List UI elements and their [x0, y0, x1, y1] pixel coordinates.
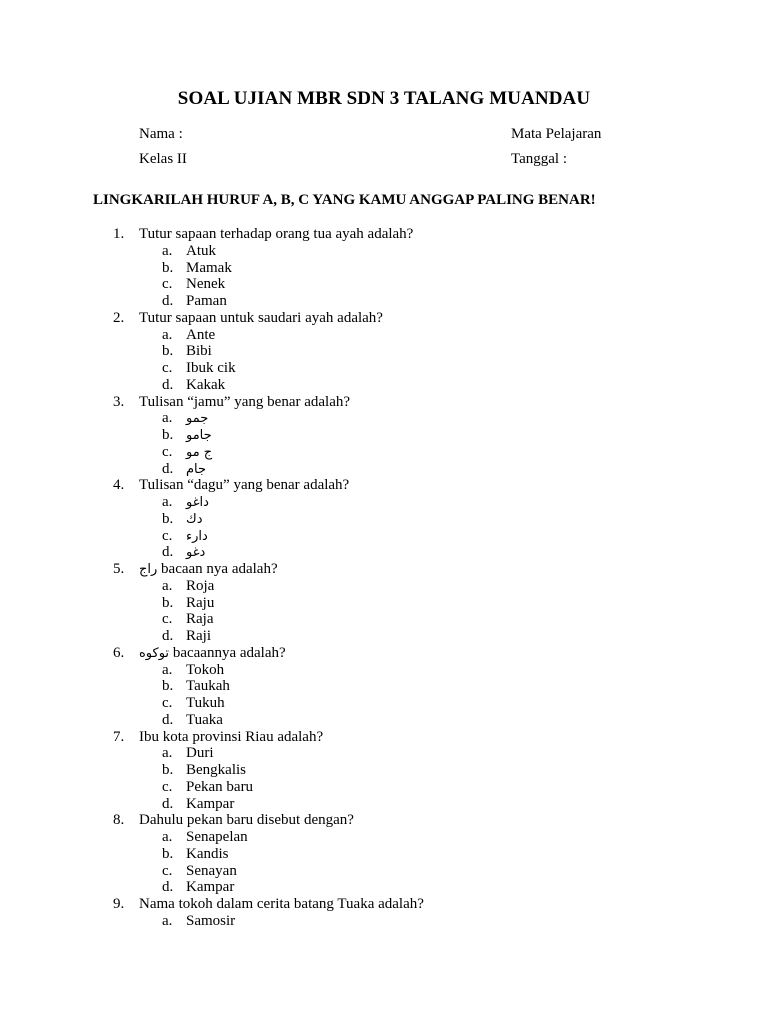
option-row: [0, 243, 768, 260]
option-row: [0, 511, 768, 528]
option-text: Nenek: [186, 276, 226, 293]
option-row: [0, 293, 768, 310]
option-letter: b.: [162, 594, 174, 611]
question-row: [0, 561, 768, 578]
option-letter: b.: [162, 678, 174, 695]
question-number: 6.: [113, 644, 125, 661]
option-letter: d.: [162, 376, 174, 393]
tanggal-label: Tanggal :: [511, 151, 568, 167]
option-letter: d.: [162, 879, 174, 896]
option-row: [0, 678, 768, 695]
option-text: جام: [186, 461, 207, 477]
question-arabic-word: توكوه: [139, 645, 170, 661]
option-letter: c.: [162, 778, 173, 795]
option-text: Tokoh: [186, 661, 225, 678]
option-letter: b.: [162, 259, 174, 276]
question-label: Tulisan “jamu” yang benar adalah?: [139, 393, 351, 410]
option-letter: a.: [162, 326, 173, 343]
option-row: [0, 578, 768, 595]
option-text: Senapelan: [186, 829, 248, 845]
option-text: Tukuh: [186, 695, 225, 711]
option-text: Ante: [186, 326, 216, 343]
option-row: [0, 343, 768, 360]
option-row: [0, 829, 768, 846]
option-row: [0, 444, 768, 461]
option-text: جامو: [186, 428, 212, 443]
option-text: Bengkalis: [186, 762, 246, 778]
question-label: bacaan nya adalah?: [157, 561, 278, 577]
question-row: [0, 477, 768, 494]
option-letter: a.: [162, 912, 173, 929]
option-row: [0, 327, 768, 344]
page-title: SOAL UJIAN MBR SDN 3 TALANG MUANDAU: [177, 88, 591, 109]
option-text: Mamak: [186, 259, 232, 276]
question-label: Dahulu pekan baru disebut dengan?: [139, 812, 354, 829]
option-text: Raja: [186, 611, 214, 628]
option-row: [0, 712, 768, 729]
option-letter: b.: [162, 510, 174, 527]
option-letter: d.: [162, 544, 174, 561]
question-row: [0, 394, 768, 411]
option-letter: b.: [162, 762, 174, 778]
option-letter: d.: [162, 795, 174, 812]
question-row: [0, 896, 768, 913]
option-row: [0, 260, 768, 277]
option-text: Duri: [186, 745, 214, 762]
question-text: [139, 226, 413, 243]
question-number: 1.: [113, 226, 125, 242]
option-text: Pekan baru: [186, 778, 254, 795]
option-text: Paman: [186, 293, 227, 309]
option-row: [0, 360, 768, 377]
option-letter: d.: [162, 293, 174, 309]
option-letter: a.: [162, 829, 173, 845]
question-text: [139, 310, 383, 327]
option-letter: c.: [162, 611, 173, 628]
question-text: [139, 561, 278, 578]
option-text: دك: [186, 511, 203, 527]
option-row: [0, 662, 768, 679]
option-row: [0, 611, 768, 628]
option-letter: a.: [162, 577, 173, 594]
option-text: Kakak: [186, 376, 226, 393]
question-label: Tulisan “dagu” yang benar adalah?: [139, 477, 350, 494]
option-letter: c.: [162, 527, 173, 544]
option-letter: c.: [162, 443, 173, 460]
question-number: 9.: [113, 896, 125, 912]
option-row: [0, 863, 768, 880]
question-text: [139, 896, 424, 913]
option-letter: b.: [162, 343, 174, 360]
option-row: [0, 779, 768, 796]
question-row: [0, 729, 768, 746]
option-row: [0, 913, 768, 930]
option-letter: c.: [162, 695, 173, 711]
question-text: [139, 645, 286, 662]
option-text: Samosir: [186, 912, 236, 929]
option-row: [0, 494, 768, 511]
question-number: 8.: [113, 812, 125, 829]
option-text: دغو: [186, 545, 206, 561]
question-number: 5.: [113, 561, 125, 577]
option-row: [0, 595, 768, 612]
question-row: [0, 310, 768, 327]
option-text: Senayan: [186, 862, 237, 879]
question-list: [0, 226, 768, 930]
option-letter: a.: [162, 661, 173, 678]
option-row: [0, 846, 768, 863]
option-row: [0, 628, 768, 645]
option-row: [0, 410, 768, 427]
option-text: Raji: [186, 628, 211, 644]
option-letter: d.: [162, 711, 174, 728]
question-text: [139, 394, 350, 411]
option-text: Tuaka: [186, 711, 223, 728]
option-text: داغو: [186, 495, 209, 510]
option-text: Taukah: [186, 678, 230, 695]
option-letter: c.: [162, 276, 173, 293]
option-text: ج مو: [186, 444, 213, 460]
option-text: Roja: [186, 577, 215, 594]
option-row: [0, 762, 768, 779]
option-text: Kampar: [186, 879, 235, 896]
question-text: [139, 812, 354, 829]
question-row: [0, 812, 768, 829]
option-letter: a.: [162, 410, 173, 427]
mata-pelajaran-label: Mata Pelajaran: [511, 126, 602, 142]
option-row: [0, 544, 768, 561]
question-row: [0, 645, 768, 662]
kelas-label: Kelas II: [139, 151, 187, 167]
instruction: LINGKARILAH HURUF A, B, C YANG KAMU ANGGAP PALING BENAR!: [93, 192, 596, 208]
option-text: Ibuk cik: [186, 360, 236, 376]
option-letter: c.: [162, 360, 173, 376]
option-text: دارء: [186, 528, 208, 544]
option-row: [0, 276, 768, 293]
question-number: 2.: [113, 309, 125, 326]
option-text: Raju: [186, 594, 215, 611]
option-text: Kandis: [186, 845, 229, 862]
option-letter: b.: [162, 427, 174, 443]
question-label: Nama tokoh dalam cerita batang Tuaka adalah?: [139, 896, 424, 912]
question-text: [139, 477, 349, 494]
option-letter: b.: [162, 845, 174, 862]
option-row: [0, 879, 768, 896]
question-text: [139, 729, 323, 746]
question-label: Ibu kota provinsi Riau adalah?: [139, 728, 324, 745]
option-row: [0, 695, 768, 712]
option-row: [0, 528, 768, 545]
option-letter: d.: [162, 628, 174, 644]
option-text: Kampar: [186, 795, 235, 812]
option-text: جمو: [186, 411, 209, 427]
option-letter: c.: [162, 862, 173, 879]
question-number: 3.: [113, 393, 125, 410]
question-label: Tutur sapaan terhadap orang tua ayah adalah?: [139, 226, 414, 242]
option-letter: a.: [162, 494, 173, 510]
option-letter: d.: [162, 460, 174, 477]
option-letter: a.: [162, 745, 173, 762]
option-row: [0, 461, 768, 478]
option-letter: a.: [162, 242, 173, 259]
option-row: [0, 745, 768, 762]
option-text: Bibi: [186, 343, 212, 360]
question-number: 4.: [113, 477, 125, 494]
option-row: [0, 427, 768, 444]
question-number: 7.: [113, 728, 125, 745]
question-arabic-word: راج: [139, 562, 158, 577]
option-text: Atuk: [186, 242, 216, 259]
option-row: [0, 377, 768, 394]
nama-label: Nama :: [139, 126, 183, 142]
question-label: Tutur sapaan untuk saudari ayah adalah?: [139, 309, 383, 326]
option-row: [0, 796, 768, 813]
question-row: [0, 226, 768, 243]
question-label: bacaannya adalah?: [169, 644, 286, 661]
